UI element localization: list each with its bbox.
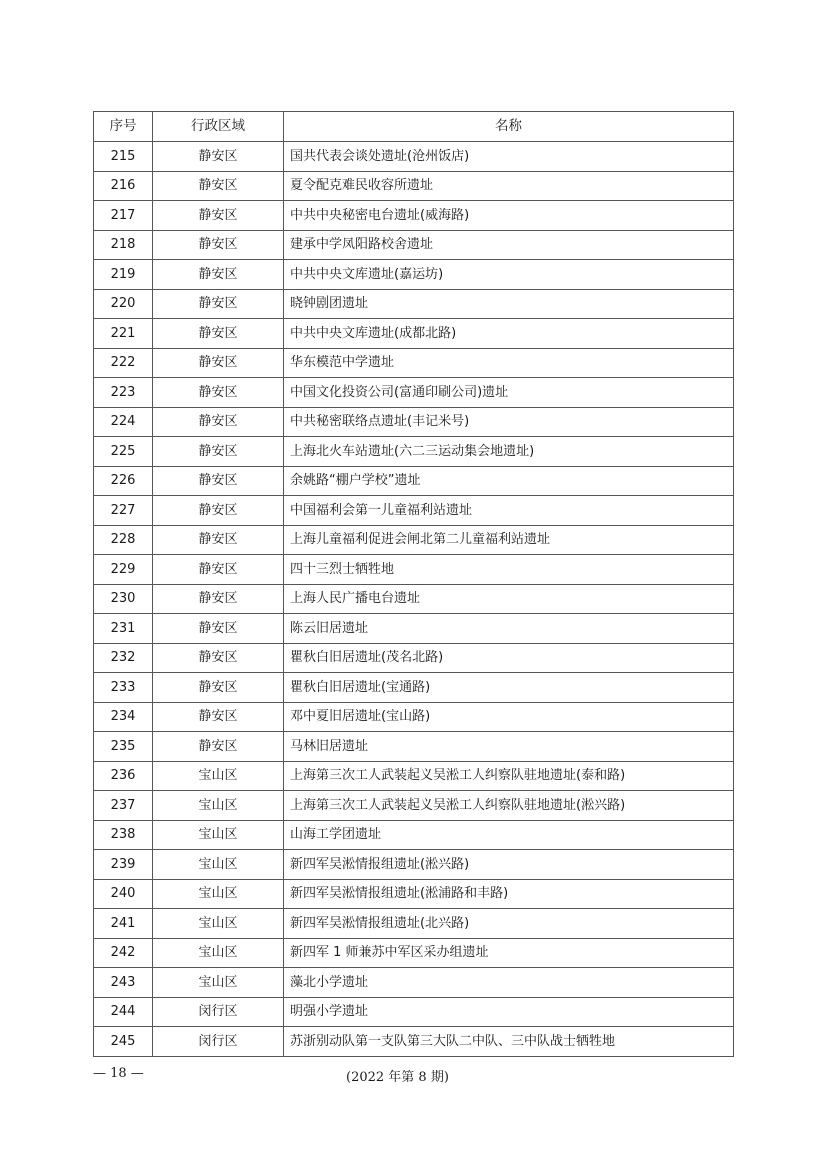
cell-name: 华东模范中学遗址 [284,348,734,378]
cell-area: 静安区 [153,289,284,319]
cell-area: 静安区 [153,496,284,526]
table-row [94,997,734,1027]
table-row [94,466,734,496]
cell-no: 244 [94,997,153,1027]
cell-name: 瞿秋白旧居遗址(宝通路) [284,673,734,703]
cell-area: 静安区 [153,230,284,260]
cell-area: 静安区 [153,702,284,732]
cell-no: 223 [94,378,153,408]
cell-area: 宝山区 [153,850,284,880]
cell-no: 221 [94,319,153,349]
cell-name: 山海工学团遗址 [284,820,734,850]
table-row [94,1027,734,1057]
table-row [94,968,734,998]
cell-no: 216 [94,171,153,201]
cell-area: 静安区 [153,378,284,408]
cell-name: 建承中学凤阳路校舍遗址 [284,230,734,260]
cell-area: 静安区 [153,673,284,703]
cell-area: 宝山区 [153,909,284,939]
cell-no: 219 [94,260,153,290]
table-row [94,437,734,467]
cell-name: 中国福利会第一儿童福利站遗址 [284,496,734,526]
cell-name: 中共中央文库遗址(嘉运坊) [284,260,734,290]
page-number: — 18 — [93,1066,144,1081]
cell-area: 闵行区 [153,1027,284,1057]
cell-name: 马林旧居遗址 [284,732,734,762]
cell-no: 241 [94,909,153,939]
cell-area: 宝山区 [153,791,284,821]
cell-area: 宝山区 [153,879,284,909]
cell-name: 夏令配克难民收容所遗址 [284,171,734,201]
cell-no: 231 [94,614,153,644]
table-row [94,555,734,585]
cell-area: 静安区 [153,142,284,172]
cell-name: 新四军 1 师兼苏中军区采办组遗址 [284,938,734,968]
cell-name: 晓钟剧团遗址 [284,289,734,319]
cell-name: 藻北小学遗址 [284,968,734,998]
cell-name: 上海北火车站遗址(六二三运动集会地遗址) [284,437,734,467]
cell-no: 243 [94,968,153,998]
header-no: 序号 [94,112,153,142]
cell-area: 静安区 [153,614,284,644]
cell-area: 宝山区 [153,820,284,850]
table-row [94,171,734,201]
cell-name: 中共秘密联络点遗址(丰记米号) [284,407,734,437]
cell-no: 225 [94,437,153,467]
cell-no: 235 [94,732,153,762]
cell-no: 233 [94,673,153,703]
cell-no: 222 [94,348,153,378]
table-row [94,496,734,526]
table-row [94,850,734,880]
cell-area: 静安区 [153,171,284,201]
cell-name: 明强小学遗址 [284,997,734,1027]
table-row [94,584,734,614]
table-row [94,879,734,909]
cell-name: 新四军吴淞情报组遗址(淞浦路和丰路) [284,879,734,909]
table-row [94,820,734,850]
cell-area: 静安区 [153,643,284,673]
cell-area: 静安区 [153,555,284,585]
cell-area: 静安区 [153,407,284,437]
table-row [94,378,734,408]
cell-no: 245 [94,1027,153,1057]
cell-name: 新四军吴淞情报组遗址(北兴路) [284,909,734,939]
table-row [94,938,734,968]
cell-area: 宝山区 [153,761,284,791]
cell-name: 瞿秋白旧居遗址(茂名北路) [284,643,734,673]
table-row [94,909,734,939]
cell-no: 242 [94,938,153,968]
cell-name: 新四军吴淞情报组遗址(淞兴路) [284,850,734,880]
cell-no: 238 [94,820,153,850]
cell-no: 215 [94,142,153,172]
cell-name: 陈云旧居遗址 [284,614,734,644]
cell-name: 四十三烈士牺牲地 [284,555,734,585]
table-row [94,260,734,290]
cell-area: 静安区 [153,466,284,496]
cell-name: 余姚路“棚户学校”遗址 [284,466,734,496]
cell-name: 苏浙别动队第一支队第三大队二中队、三中队战士牺牲地 [284,1027,734,1057]
cell-name: 中共中央文库遗址(成都北路) [284,319,734,349]
cell-no: 227 [94,496,153,526]
cell-name: 中共中央秘密电台遗址(威海路) [284,201,734,231]
table-row [94,702,734,732]
cell-area: 静安区 [153,584,284,614]
cell-area: 静安区 [153,201,284,231]
table-row [94,791,734,821]
cell-no: 239 [94,850,153,880]
table-row [94,201,734,231]
issue-label: (2022 年第 8 期) [346,1070,449,1085]
cell-no: 224 [94,407,153,437]
table-row [94,142,734,172]
cell-name: 邓中夏旧居遗址(宝山路) [284,702,734,732]
cell-name: 中国文化投资公司(富通印刷公司)遗址 [284,378,734,408]
cell-area: 静安区 [153,437,284,467]
table-header-row [94,112,734,142]
cell-area: 闵行区 [153,997,284,1027]
cell-name: 上海第三次工人武装起义吴淞工人纠察队驻地遗址(泰和路) [284,761,734,791]
table-row [94,643,734,673]
cell-no: 218 [94,230,153,260]
cell-area: 静安区 [153,525,284,555]
cell-name: 上海第三次工人武装起义吴淞工人纠察队驻地遗址(淞兴路) [284,791,734,821]
header-name: 名称 [284,112,734,142]
cell-area: 静安区 [153,732,284,762]
cell-name: 国共代表会谈处遗址(沧州饭店) [284,142,734,172]
table-row [94,230,734,260]
cell-no: 220 [94,289,153,319]
table-row [94,732,734,762]
table-row [94,407,734,437]
table-body [94,142,734,1057]
cell-no: 234 [94,702,153,732]
cell-no: 228 [94,525,153,555]
cell-area: 宝山区 [153,938,284,968]
table-row [94,614,734,644]
cell-area: 静安区 [153,319,284,349]
cell-no: 229 [94,555,153,585]
cell-no: 237 [94,791,153,821]
table-row [94,319,734,349]
cell-name: 上海儿童福利促进会闸北第二儿童福利站遗址 [284,525,734,555]
cell-no: 217 [94,201,153,231]
cell-area: 静安区 [153,260,284,290]
cell-no: 230 [94,584,153,614]
cell-no: 226 [94,466,153,496]
cell-area: 宝山区 [153,968,284,998]
table-row [94,525,734,555]
table-row [94,289,734,319]
sites-table [93,111,734,1057]
cell-no: 240 [94,879,153,909]
table-row [94,348,734,378]
cell-no: 236 [94,761,153,791]
header-area: 行政区域 [153,112,284,142]
table-row [94,761,734,791]
cell-no: 232 [94,643,153,673]
table-row [94,673,734,703]
cell-name: 上海人民广播电台遗址 [284,584,734,614]
cell-area: 静安区 [153,348,284,378]
